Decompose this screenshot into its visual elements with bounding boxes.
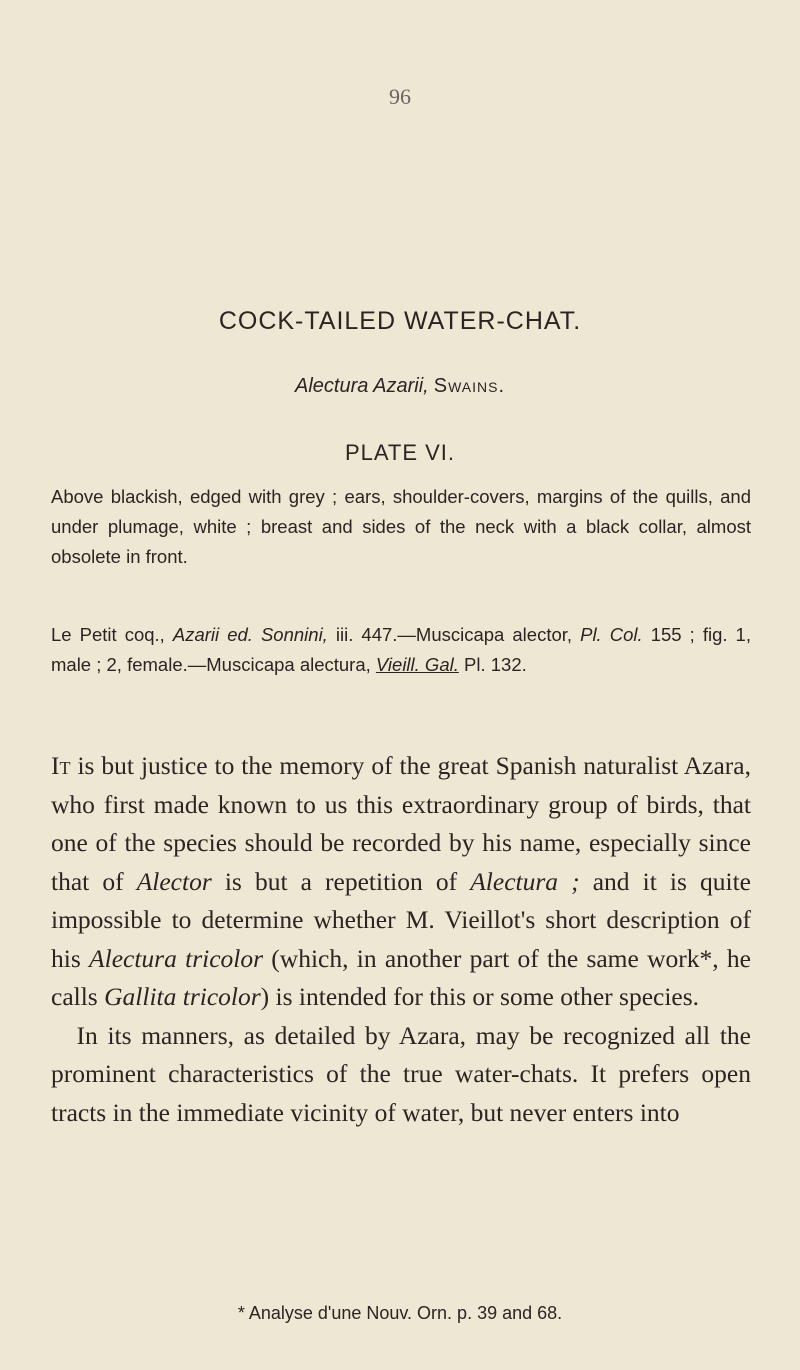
initial-word: It (51, 751, 71, 780)
taxon-name: Alectura tricolor (89, 943, 264, 973)
taxon-name: Alector (136, 866, 212, 896)
scientific-name (0, 375, 800, 398)
synonymy (51, 620, 751, 680)
synonymy-text: iii. 447.—Muscicapa alector, (327, 624, 581, 645)
genus-species: Alectura Azarii, (294, 375, 429, 397)
text-run: is but a repetition of (211, 866, 471, 896)
name-authority: Swains. (433, 375, 506, 397)
synonymy-ref: Vieill. Gal. (375, 654, 459, 675)
footnote: * Analyse d'une Nouv. Orn. p. 39 and 68. (237, 1303, 563, 1323)
text-run: ) is intended for this or some other species. (260, 982, 700, 1011)
body-text (51, 747, 751, 1132)
species-title: COCK-TAILED WATER-CHAT. (218, 307, 582, 335)
synonymy-text: 155 ; fig. 1, male ; 2, female.—Muscicapa alectura, (51, 624, 751, 675)
paragraph: In its manners, as detailed by Azara, may be recognized all the prominent characteristics of the true water-chats. It prefers open tracts in the immediate vicinity of water, but never enters into (51, 1020, 751, 1127)
synonymy-text: Pl. 132. (458, 654, 527, 675)
synonymy-text: Le Petit coq., (51, 624, 173, 645)
paragraph (51, 747, 751, 1017)
text-run: is but justice to the memory of the great Spanish naturalist Azara, who first made known to us this extraordinary group of birds, that one of the species should be recorded by his name, especially since that of (51, 751, 751, 896)
page-number: 96 (389, 84, 411, 109)
taxon-name: Gallita tricolor (104, 982, 261, 1011)
text-run: (which, in another part of the same work*, he calls (51, 943, 751, 1011)
description: Above blackish, edged with grey ; ears, shoulder-covers, margins of the quills, and under plumage, white ; breast and sides of the neck with a black collar, almost obsolete in front. (51, 486, 751, 567)
plate-label: PLATE VI. (344, 440, 456, 465)
taxon-name: Alectura ; (470, 866, 580, 896)
synonymy-ref: Azarii ed. Sonnini, (172, 624, 328, 645)
synonymy-ref: Pl. Col. (580, 624, 643, 645)
text-run: and it is quite impossible to determine whether M. Vieillot's short description of his (51, 866, 752, 973)
